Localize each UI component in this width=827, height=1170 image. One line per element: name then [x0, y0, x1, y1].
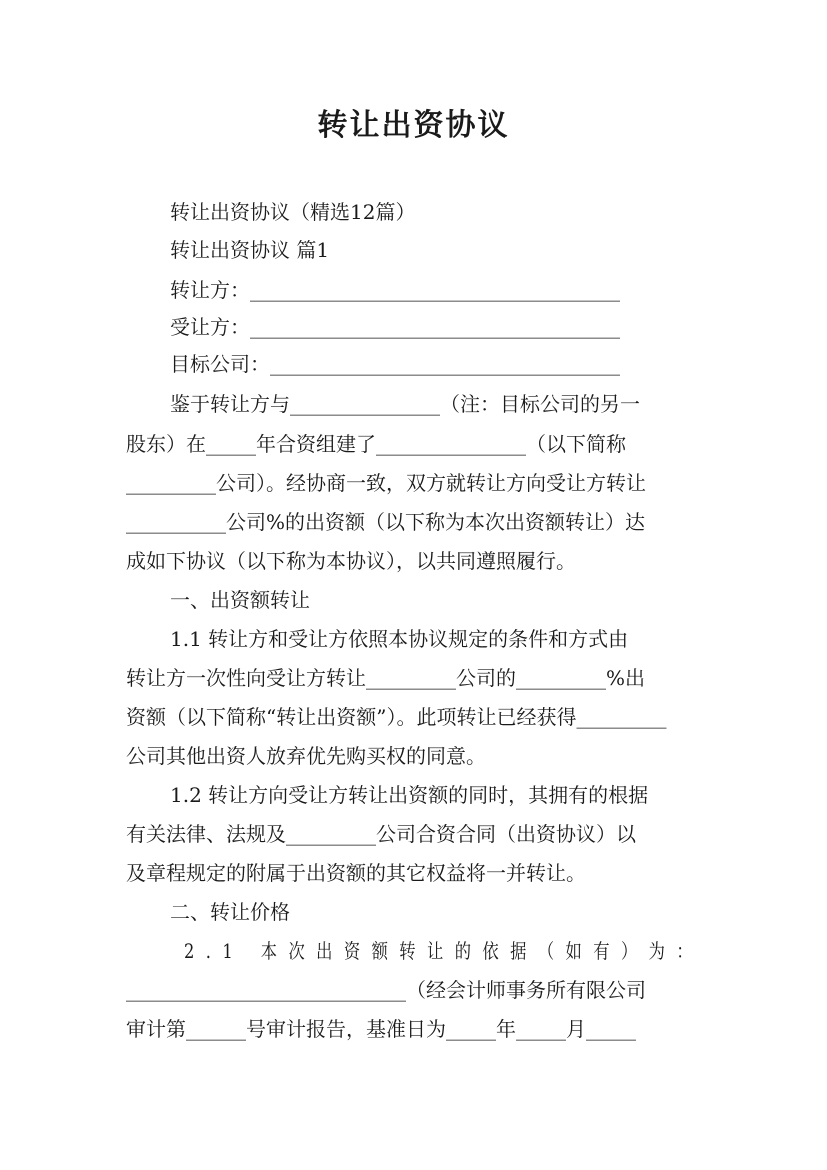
text-line: ____________________________（经会计师事务所有限公司 — [126, 978, 646, 1002]
text-line: 资额（以下简称“转让出资额”）。此项转让已经获得_________ — [126, 705, 667, 729]
text-line: 鉴于转让方与_______________（注：目标公司的另一 — [170, 392, 640, 416]
text-line: 转让方：_____________________________________ — [170, 278, 620, 302]
text-line: 股东）在_____年合资组建了_______________（以下简称 — [126, 432, 626, 456]
text-line: 目标公司：___________________________________ — [170, 352, 620, 376]
text-line: 受让方：_____________________________________ — [170, 315, 620, 339]
section-heading: 二、转让价格 — [170, 900, 290, 924]
text-line: _________公司）。经协商一致，双方就转让方向受让方转让 — [126, 471, 646, 495]
document-title: 转让出资协议 — [317, 108, 510, 143]
text-line: 审计第______号审计报告，基准日为_____年_____月_____ — [126, 1017, 636, 1041]
text-line: 公司其他出资人放弃优先购买权的同意。 — [126, 744, 486, 768]
text-line: __________公司%的出资额（以下称为本次出资额转让）达 — [126, 510, 646, 534]
text-line: 成如下协议（以下称为本协议），以共同遵照履行。 — [126, 549, 576, 573]
text-line: 2.1 本次出资额转让的依据（如有）为： — [184, 939, 705, 963]
text-line: 及章程规定的附属于出资额的其它权益将一并转让。 — [126, 861, 586, 885]
text-line: 1.1 转让方和受让方依照本协议规定的条件和方式由 — [170, 627, 629, 651]
text-line: 转让方一次性向受让方转让_________公司的_________%出 — [126, 666, 646, 690]
text-line: 有关法律、法规及_________公司合资合同（出资协议）以 — [126, 822, 636, 846]
text-line: 转让出资协议 篇1 — [170, 238, 330, 262]
text-line: 转让出资协议（精选12篇） — [170, 200, 416, 224]
section-heading: 一、出资额转让 — [170, 588, 310, 612]
text-line: 1.2 转让方向受让方转让出资额的同时，其拥有的根据 — [170, 783, 649, 807]
